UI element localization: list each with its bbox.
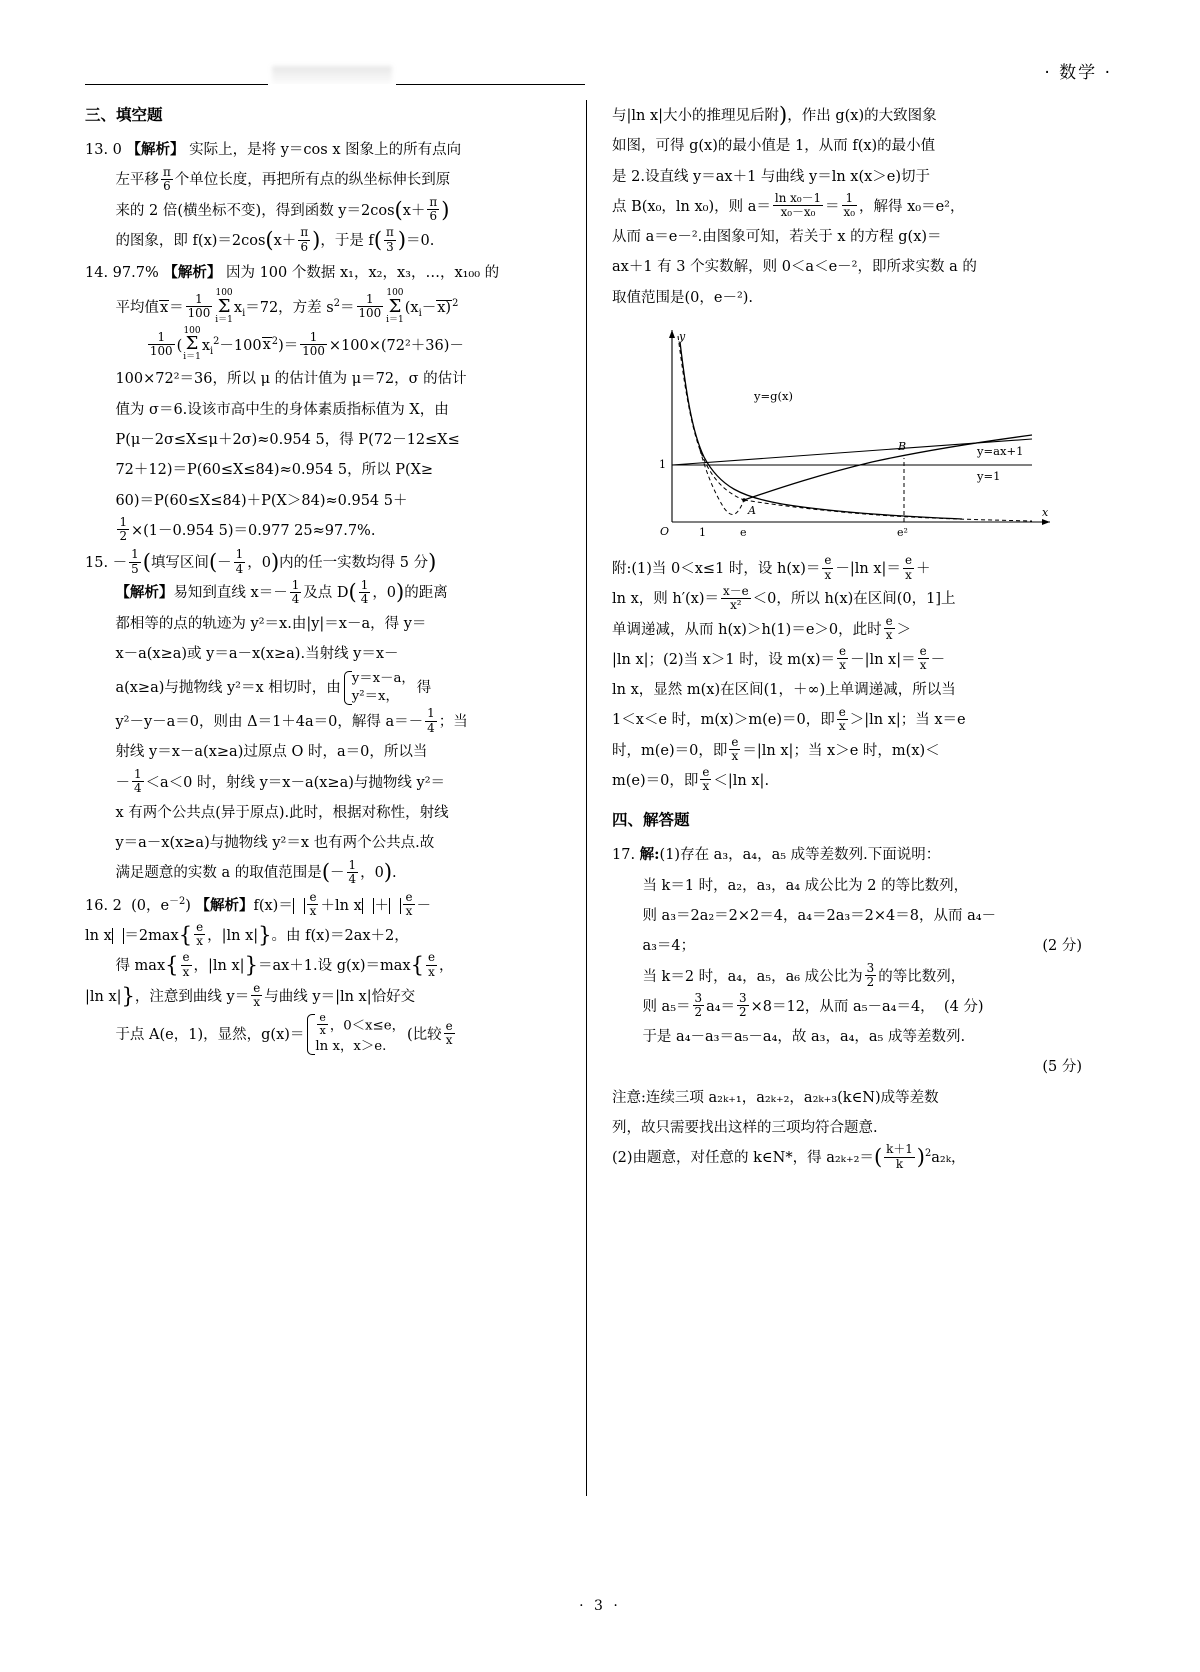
answer-item-16 [85,889,555,1057]
appendix-line6: 1＜x＜e 时，m(x)＞m(e)＝0，即 $\frac{e}{x}$ ＞|ln x|；当 x＝e [612,704,966,733]
frac-e-x-f: $\frac{e}{x}$ [253,980,261,1009]
q14-line5: 值为 σ＝6.设该市高中生的身体素质指标值为 X，由 [115,401,449,418]
q14-line7: 72＋12)＝P(60≤X≤84)≈0.954 5，所以 P(X≥ [115,462,434,479]
q13-tag: 【解析】 [126,141,185,159]
section-title-solution: 四、解答题 [612,811,690,830]
q17-line1: 17. 解:(1)存在 a₃，a₄，a₅ 成等差数列.下面说明： [612,846,941,864]
appendix-line8: m(e)＝0，即 $\frac{e}{x}$ ＜|ln x|. [612,765,770,794]
q13-line3: 来的 2 倍(横坐标不变)，得到函数 y＝2cos(x＋ $\frac{\pi}{6}$ ) [115,194,450,224]
q17-line7: 于是 a₄－a₃＝a₅－a₄，故 a₃，a₄，a₅ 成等差数列. [642,1029,966,1046]
frac-e-x-a: $\frac{e}{x}$ [309,889,317,919]
q13-line2: 左平移 $\frac{\pi}{6}$ 个单位长度，再把所有点的纵坐标伸长到原 [115,164,451,193]
frac-pi-6-c: $\frac{\pi}{6}$ [300,225,309,254]
q17-line5: 当 k＝2 时，a₄，a₅，a₆ 成公比为 $\frac{3}{2}$ 的等比数列， [642,960,966,990]
frac-1-4-a: $\frac{1}{4}$ [235,547,244,576]
frac-3-2-a: $\frac{3}{2}$ [866,960,875,990]
q14-line6: P(μ－2σ≤X≤μ＋2σ)≈0.954 5，得 P(72－12≤X≤ [115,431,460,448]
q17-line10: (2)由题意，对任意的 k∈N*，得 a₂ₖ₊₂＝( $\frac{k+1}{k}$ )$^2$a₂ₖ， [612,1142,966,1171]
q13-answer: 0 [112,142,122,159]
q17-line6: 则 a₅＝ $\frac{3}{2}$ a₄＝ $\frac{3}{2}$ ×8＝12，从而 a₅－a₄＝4， (4 分) [642,990,984,1020]
frac-1-2: $\frac{1}{2}$ [119,514,127,544]
appendix-line3: 单调递减，从而 h(x)＞h(1)＝e＞0，此时 $\frac{e}{x}$ ＞ [612,613,912,643]
tick-e: e [740,525,747,537]
q16-cont-line4: 点 B(x₀，ln x₀)，则 a＝ $\frac{\text{ln x₀－1}}{\text{x₀－x₀}}$ ＝ $\frac{1}{\text{x₀}}$ ，解得 x₀＝e²， [612,190,965,220]
q16-line3: 得 max{ $\frac{e}{x}$ ，|ln x|}＝ax＋1.设 g(x)＝max{ $\frac{e}{x}$ ， [115,950,454,979]
point-A-dot [742,498,746,502]
q15-line4: a(x≥a)与抛物线 y²＝x 相切时，由 y＝x－a， y²＝x， 得 [115,671,432,705]
q15-line2: 都相等的点的轨迹为 y²＝x.由|y|＝x－a，得 y＝ [115,615,427,632]
q16-line5: 于点 A(e，1)，显然，g(x)＝ $\frac{e}{x}$ ，0＜x≤e， ln x，x＞e. (比较 $\frac{e}{x}$ [115,1010,453,1055]
q15-line10: 满足题意的实数 a 的取值范围是(－ $\frac{1}{4}$ ，0). [115,857,397,886]
axis-label-y: y [679,329,686,343]
tick-e2: e² [897,525,908,537]
axis-label-x: x [1042,505,1049,519]
q15-line6: 射线 y＝x－a(x≥a)过原点 O 时，a＝0，所以当 [115,744,428,761]
frac-e-x-d: $\frac{e}{x}$ [182,950,190,979]
frac-e-x-p: $\frac{e}{x}$ [702,765,710,794]
q15-line8: x 有两个公共点(异于原点).此时，根据对称性，射线 [115,804,449,821]
point-B-label: B [898,439,907,453]
answer-item-14 [85,259,555,545]
appendix-line1: 附:(1)当 0＜x≤1 时，设 h(x)＝ $\frac{e}{x}$ －|ln x|＝ $\frac{e}{x}$ ＋ [612,553,931,582]
answer-item-17 [612,841,1082,1172]
curve-e-over-x [680,342,962,519]
frac-x-minus-e-over-x2: $\frac{x-e}{\text{x²}}$ [723,583,749,612]
sigma-sum-a: 100 Σ i＝1 [215,287,233,325]
scan-smudge [272,66,392,86]
frac-e-x-h: $\frac{e}{x}$ [445,1018,453,1048]
q13-line1: 实际上，是将 y＝cos x 图象上的所有点向 [189,142,462,159]
q14-line2: 平均值x＝ $\frac{1}{100}$ 100 Σ i＝1 $x_i=72$，方差 $s^2=$ $\frac{1}{100}$ 100 Σ i＝1 $(x_i-x)^2$ [115,287,459,325]
header-rule-gap [268,84,396,98]
frac-e-x-m: $\frac{e}{x}$ [919,644,927,673]
q15-answer-line: 15. － $\frac{1}{5}$ (填写区间(－ $\frac{1}{4}$ ，0)内的任一实数均得 5 分) [85,547,437,576]
q16-line4: |ln x|}，注意到曲线 y＝ $\frac{e}{x}$ 与曲线 y＝|ln x|恰好交 [85,980,416,1009]
q14-number: 14. [85,265,109,282]
point-A-label: A [748,503,756,517]
q15-line5: y²－y－a＝0，则由 Δ＝1＋4a＝0，解得 a＝－ $\frac{1}{4}$ ；当 [115,706,468,735]
q17-score-4: (4 分) [943,998,984,1015]
frac-e-x-c: $\frac{e}{x}$ [196,920,204,949]
q14-tag: 【解析】 [163,264,222,282]
q15-line7: － $\frac{1}{4}$ ＜a＜0 时，射线 y＝x－a(x≥a)与抛物线 y²＝ [115,766,446,796]
frac-1-100-b: $\frac{1}{100}$ [358,291,382,321]
q16-line1: 16. 2 (0，$e^{-2}$) 【解析】f(x)＝ $\frac{e}{x}$ ＋ln x ＋ $\frac{e}{x}$ － [85,889,431,919]
frac-1-4-b: $\frac{1}{4}$ [291,577,300,606]
frac-1-4-f: $\frac{1}{4}$ [348,857,357,886]
frac-1-4-e: $\frac{1}{4}$ [133,766,142,796]
frac-1-5: $\frac{1}{5}$ [131,547,139,576]
sigma-sum-c: 100 Σ i＝1 [183,325,201,363]
q14-line1: 因为 100 个数据 x₁，x₂，x₃，…，x₁₀₀ 的 [225,265,500,282]
q16-cont-line2: 如图，可得 g(x)的最小值是 1，从而 f(x)的最小值 [612,138,936,155]
frac-e-x-j: $\frac{e}{x}$ [904,553,912,582]
curve-abs-lnx-left [678,336,744,500]
frac-1-4-d: $\frac{1}{4}$ [427,706,435,735]
graph-svg [632,322,1062,537]
sigma-sum-b: 100 Σ i＝1 [386,287,404,325]
appendix-line2: ln x，则 h′(x)＝ $\frac{x-e}{\text{x²}}$ ＜0，所以 h(x)在区间(0，1]上 [612,583,956,612]
curve-e-over-x-dashed [744,500,1032,521]
q17-score-2: (2 分) [1042,938,1082,955]
column-divider [586,100,587,1496]
q16-line2: ln x ＝2max{ $\frac{e}{x}$ ，|ln x|}。由 f(x)＝2ax＋2， [85,920,409,949]
frac-e-x-n: $\frac{e}{x}$ [838,704,846,733]
q16-cont-line6: ax＋1 有 3 个实数解，则 0＜a＜e－²，即所求实数 a 的 [612,259,977,276]
frac-pi-6-b: $\frac{\pi}{6}$ [429,194,438,224]
q17-note2: 列，故只需要找出这样的三项均符合题意. [612,1119,878,1136]
q17-line4: a₃＝4； (2 分) [642,932,1082,960]
cases-g-x: $\frac{e}{x}$ ，0＜x≤e， ln x，x＞e. [306,1013,405,1057]
frac-1-4-c: $\frac{1}{4}$ [360,577,369,606]
frac-k1-k: $\frac{k+1}{k}$ [886,1142,913,1171]
q17-score-5: (5 分) [1042,1059,1082,1076]
frac-pi-3: $\frac{\pi}{3}$ [386,225,394,254]
label-y-ax-1: y=ax+1 [977,443,1024,458]
answer-item-15 [85,549,555,888]
frac-e-x-e: $\frac{e}{x}$ [427,950,435,979]
page-header-title: · 数学 · [1044,63,1112,83]
appendix-line4: |ln x|；(2)当 x＞1 时，设 m(x)＝ $\frac{e}{x}$ －|ln x|＝ $\frac{e}{x}$ － [612,644,946,673]
answer-item-13 [85,136,555,255]
frac-e-x-g: $\frac{e}{x}$ [319,1010,326,1038]
q16-cont-line1: 与|ln x|大小的推理见后附)，作出 g(x)的大致图象 [612,102,937,127]
figure-graph-gx [612,322,1082,547]
frac-e-x-b: $\frac{e}{x}$ [405,889,413,919]
frac-1-100-a: $\frac{1}{100}$ [187,291,211,321]
frac-3-2-b: $\frac{3}{2}$ [694,990,703,1020]
q14-line9: $\frac{1}{2}$ ×(1－0.954 5)＝0.977 25≈97.7%. [119,514,376,544]
frac-1-x0: $\frac{1}{\text{x₀}}$ [843,190,855,220]
section-title-fill-blank: 三、填空题 [85,106,163,124]
q14-line4: 100×72²＝36，所以 μ 的估计值为 μ＝72，σ 的估计 [115,371,467,388]
frac-3-2-c: $\frac{3}{2}$ [739,990,747,1020]
q13-line4: 的图象，即 f(x)＝2cos(x＋ $\frac{\pi}{6}$ )，于是 f( $\frac{\pi}{3}$ )＝0. [115,225,435,254]
origin-label: O [660,524,670,537]
frac-1-100-d: $\frac{1}{100}$ [302,329,325,358]
right-column [612,100,1082,1176]
label-y-1: y=1 [977,468,1001,483]
frac-pi-6: $\frac{\pi}{6}$ [162,164,171,193]
frac-e-x-i: $\frac{e}{x}$ [824,553,832,582]
left-column [85,100,555,1060]
q17-line3: 则 a₃＝2a₂＝2×2＝4，a₄＝2a₃＝2×4＝8，从而 a₄－ [642,908,997,924]
q14-line3: $\frac{1}{100}$ ( 100 Σ i＝1 $x_i^2-100x^2)=$ $\frac{1}{100}$ ×100×(72²＋36)－ [149,325,464,363]
q14-answer: 97.7% [112,265,159,282]
label-y-gx: y=g(x) [754,388,793,403]
frac-1-100-c: $\frac{1}{100}$ [149,329,173,358]
frac-e-x-o: $\frac{e}{x}$ [731,734,739,764]
q15-line1: 【解析】易知到直线 x＝－ $\frac{1}{4}$ 及点 D( $\frac{1}{4}$ ，0)的距离 [115,577,448,606]
frac-slope: $\frac{\text{ln x₀－1}}{\text{x₀－x₀}}$ [774,190,822,220]
q16-cont-line7: 取值范围是(0，e－²). [612,289,754,306]
appendix-line5: ln x，显然 m(x)在区间(1，＋∞)上单调递减，所以当 [612,682,956,699]
q17-note1: 注意:连续三项 a₂ₖ₊₁，a₂ₖ₊₂，a₂ₖ₊₃(k∈N)成等差数 [612,1089,939,1106]
q15-line9: y＝a－x(x≥a)与抛物线 y²＝x 也有两个公共点.故 [115,835,435,852]
tick-y-1: 1 [659,457,666,471]
q17-line2: 当 k＝1 时，a₂，a₃，a₄ 成公比为 2 的等比数列， [642,877,969,894]
tick-1: 1 [699,525,706,537]
appendix-line7: 时，m(e)＝0，即 $\frac{e}{x}$ ＝|ln x|；当 x＞e 时，m(x)＜ [612,734,940,764]
cases-tangent: y＝x－a， y²＝x， [343,670,415,706]
frac-e-x-k: $\frac{e}{x}$ [885,613,893,643]
q13-number: 13. [85,142,109,159]
q16-cont-line5: 从而 a＝e－².由图象可知，若关于 x 的方程 g(x)＝ [612,229,942,246]
curve-lnx-dashed [700,450,744,515]
frac-e-x-l: $\frac{e}{x}$ [839,644,847,673]
page-footer: · 3 · [579,1598,621,1614]
q14-line8: 60)＝P(60≤X≤84)＋P(X＞84)≈0.954 5＋ [115,492,408,509]
q15-line3: x－a(x≥a)或 y＝a－x(x≥a).当射线 y＝x－ [115,645,399,662]
q16-cont-line3: 是 2.设直线 y＝ax＋1 与曲线 y＝ln x(x＞e)切于 [612,168,931,185]
